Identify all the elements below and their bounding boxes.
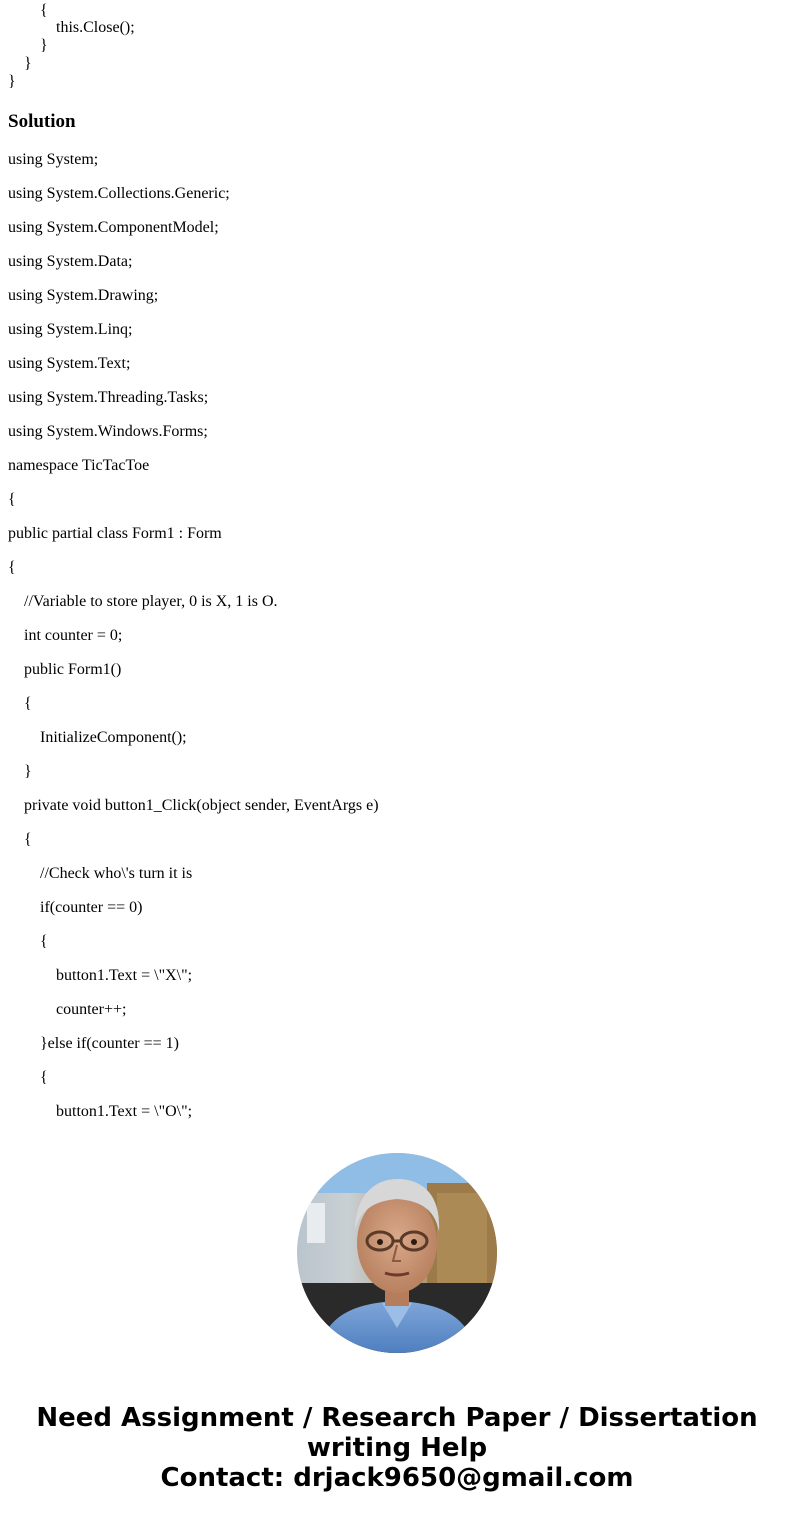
banner-line: Need Assignment / Research Paper / Dissertation <box>36 1403 758 1433</box>
code-line: InitializeComponent(); <box>40 729 187 746</box>
code-line: int counter = 0; <box>24 627 123 644</box>
code-line: using System; <box>8 151 99 168</box>
code-line: using System.Threading.Tasks; <box>8 389 209 406</box>
code-line: public partial class Form1 : Form <box>8 525 222 542</box>
code-line: { <box>24 695 32 712</box>
code-line: }else if(counter == 1) <box>40 1035 180 1052</box>
code-line: this.Close(); <box>56 19 135 36</box>
code-line: { <box>40 2 48 19</box>
code-line: { <box>8 559 16 576</box>
code-line: { <box>8 491 16 508</box>
code-line: } <box>40 37 48 54</box>
code-line: using System.Text; <box>8 355 131 372</box>
contact-email: Contact: drjack9650@gmail.com <box>160 1463 634 1493</box>
contact-banner <box>0 1403 794 1493</box>
code-line: button1.Text = \"O\"; <box>56 1103 193 1120</box>
code-line: using System.Data; <box>8 253 133 270</box>
code-line: private void button1_Click(object sender, EventArgs e) <box>24 797 379 814</box>
banner-line: writing Help <box>306 1433 488 1463</box>
author-photo <box>297 1153 497 1353</box>
code-line: { <box>40 933 48 950</box>
code-line: //Variable to store player, 0 is X, 1 is O. <box>24 593 278 610</box>
code-line: public Form1() <box>24 661 122 678</box>
code-line: button1.Text = \"X\"; <box>56 967 193 984</box>
code-line: { <box>24 831 32 848</box>
code-line: if(counter == 0) <box>40 899 143 916</box>
code-line: //Check who\'s turn it is <box>40 865 193 882</box>
code-line: using System.Drawing; <box>8 287 159 304</box>
code-line: { <box>40 1069 48 1086</box>
code-line: using System.Collections.Generic; <box>8 185 230 202</box>
code-line: } <box>24 55 32 72</box>
code-line: } <box>8 73 16 90</box>
code-line: using System.Linq; <box>8 321 133 338</box>
code-line: } <box>24 763 32 780</box>
solution-heading: Solution <box>8 111 76 132</box>
code-line: using System.ComponentModel; <box>8 219 219 236</box>
code-line: counter++; <box>56 1001 127 1018</box>
code-line: namespace TicTacToe <box>8 457 150 474</box>
code-line: using System.Windows.Forms; <box>8 423 208 440</box>
